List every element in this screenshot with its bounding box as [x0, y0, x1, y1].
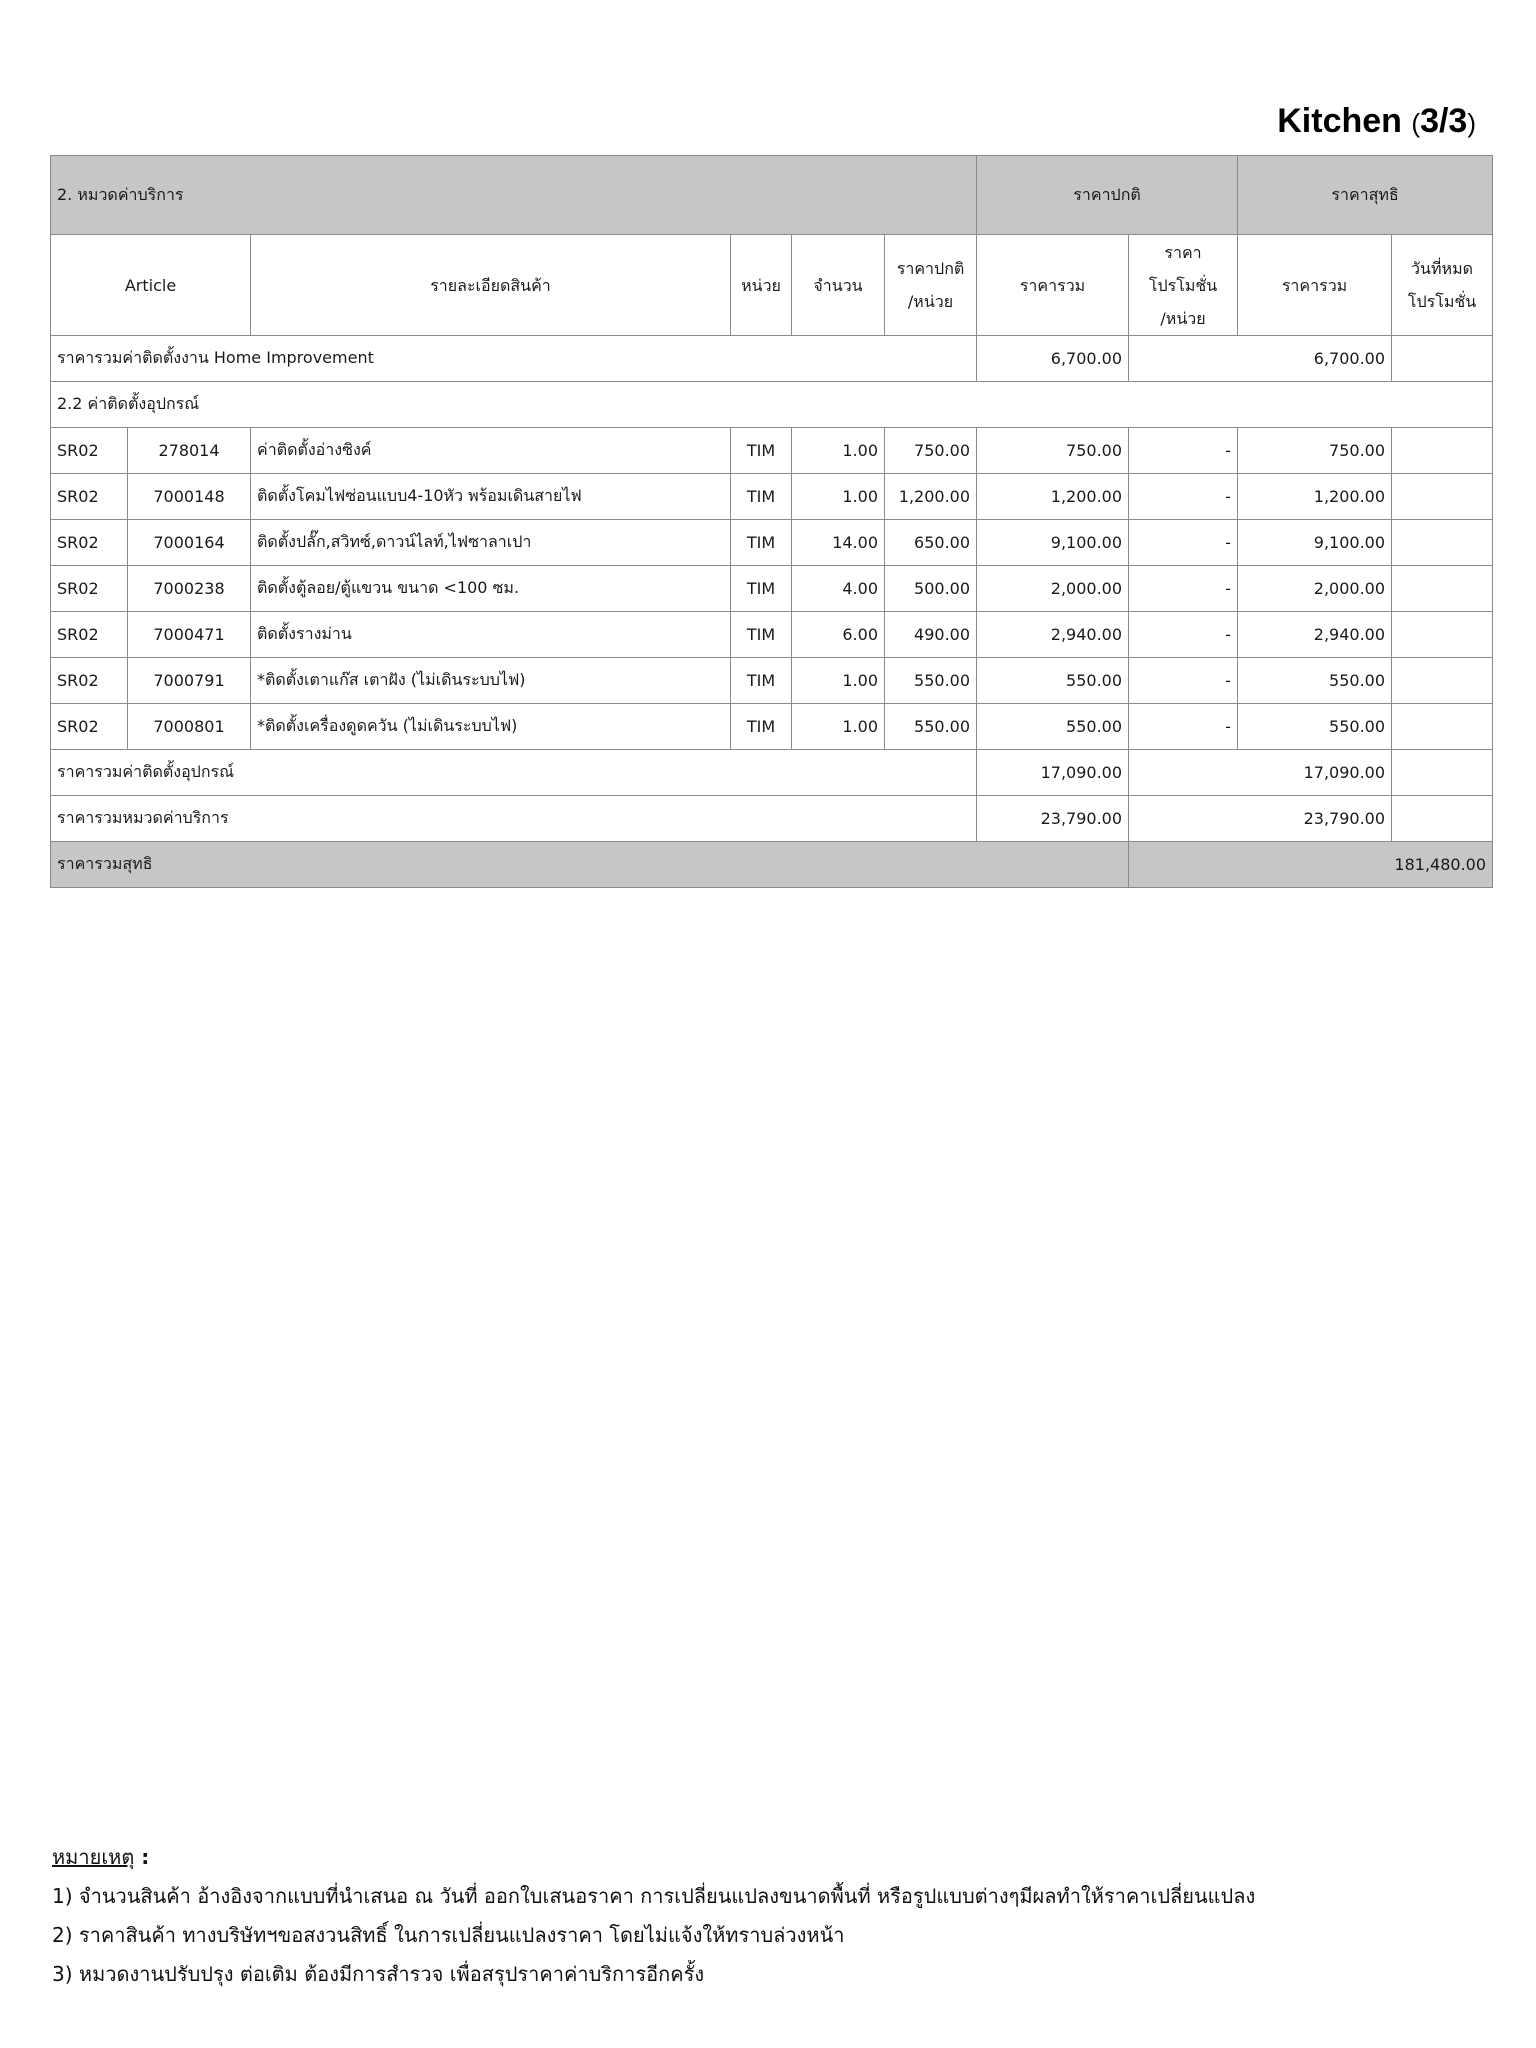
- row-article: 7000164: [128, 520, 251, 566]
- row-total: 550.00: [977, 704, 1129, 750]
- row-promo-price: -: [1129, 658, 1238, 704]
- row-promo-end: [1392, 704, 1493, 750]
- row-price: 550.00: [885, 658, 977, 704]
- row-article: 7000471: [128, 612, 251, 658]
- row-qty: 1.00: [792, 428, 885, 474]
- subsection-row: [51, 382, 1493, 428]
- group-net-price: ราคาสุทธิ: [1238, 156, 1493, 235]
- equipment-total-row: [51, 750, 1493, 796]
- row-price: 550.00: [885, 704, 977, 750]
- row-unit: TIM: [731, 520, 792, 566]
- row-net-total: 1,200.00: [1238, 474, 1392, 520]
- row-article: 7000791: [128, 658, 251, 704]
- table-row: [51, 474, 1493, 520]
- col-promo-end: [1392, 235, 1493, 336]
- service-promo-end: [1392, 796, 1493, 842]
- row-total: 550.00: [977, 658, 1129, 704]
- notes-section: [52, 1838, 1255, 1994]
- row-code: SR02: [51, 566, 128, 612]
- col-promo-end-l1: วันที่หมด: [1411, 259, 1473, 278]
- row-total: 2,940.00: [977, 612, 1129, 658]
- row-promo-end: [1392, 566, 1493, 612]
- row-code: SR02: [51, 520, 128, 566]
- home-improvement-net-total: 6,700.00: [1129, 336, 1392, 382]
- row-net-total: 9,100.00: [1238, 520, 1392, 566]
- grand-total-row: [51, 842, 1493, 888]
- row-qty: 1.00: [792, 658, 885, 704]
- row-code: SR02: [51, 658, 128, 704]
- row-total: 9,100.00: [977, 520, 1129, 566]
- service-net-total: 23,790.00: [1129, 796, 1392, 842]
- notes-heading: หมายเหตุ: [52, 1845, 135, 1869]
- row-qty: 4.00: [792, 566, 885, 612]
- row-description: *ติดตั้งเครื่องดูดควัน (ไม่เดินระบบไฟ): [251, 704, 731, 750]
- service-normal-total: 23,790.00: [977, 796, 1129, 842]
- row-article: 7000148: [128, 474, 251, 520]
- page-title-paren-open: (: [1411, 108, 1421, 138]
- row-qty: 1.00: [792, 704, 885, 750]
- col-promo-l1: ราคา: [1164, 242, 1202, 262]
- row-net-total: 2,940.00: [1238, 612, 1392, 658]
- page-number: 3/3: [1420, 102, 1468, 140]
- equipment-total-label: ราคารวมค่าติดตั้งอุปกรณ์: [51, 750, 977, 796]
- home-improvement-total-row: [51, 336, 1493, 382]
- row-unit: TIM: [731, 704, 792, 750]
- row-code: SR02: [51, 428, 128, 474]
- section-header-row: [51, 156, 1493, 235]
- col-net-total: ราคารวม: [1238, 235, 1392, 336]
- row-promo-end: [1392, 474, 1493, 520]
- row-total: 1,200.00: [977, 474, 1129, 520]
- row-qty: 1.00: [792, 474, 885, 520]
- row-price: 490.00: [885, 612, 977, 658]
- row-qty: 14.00: [792, 520, 885, 566]
- equipment-normal-total: 17,090.00: [977, 750, 1129, 796]
- col-price-per-unit: [885, 235, 977, 336]
- col-promo-l2: โปรโมชั่น: [1148, 275, 1218, 295]
- row-promo-end: [1392, 658, 1493, 704]
- row-description: ติดตั้งตู้ลอย/ตู้แขวน ขนาด <100 ซม.: [251, 566, 731, 612]
- row-code: SR02: [51, 474, 128, 520]
- row-unit: TIM: [731, 428, 792, 474]
- service-total-row: [51, 796, 1493, 842]
- row-qty: 6.00: [792, 612, 885, 658]
- row-price: 750.00: [885, 428, 977, 474]
- row-promo-price: -: [1129, 428, 1238, 474]
- subsection-title: 2.2 ค่าติดตั้งอุปกรณ์: [51, 382, 1493, 428]
- equipment-net-total: 17,090.00: [1129, 750, 1392, 796]
- row-net-total: 550.00: [1238, 704, 1392, 750]
- row-price: 500.00: [885, 566, 977, 612]
- col-promo-l3: /หน่วย: [1160, 308, 1206, 328]
- row-promo-end: [1392, 520, 1493, 566]
- row-promo-price: -: [1129, 704, 1238, 750]
- table-row: [51, 428, 1493, 474]
- row-price: 1,200.00: [885, 474, 977, 520]
- table-row: [51, 612, 1493, 658]
- equipment-promo-end: [1392, 750, 1493, 796]
- page-title: [1277, 102, 1476, 141]
- note-item: 3) หมวดงานปรับปรุง ต่อเติม ต้องมีการสำรวจ เพื่อสรุปราคาค่าบริการอีกครั้ง: [52, 1962, 705, 1986]
- quotation-table: [50, 155, 1493, 888]
- row-description: ติดตั้งปลั๊ก,สวิทซ์,ดาวน์ไลท์,ไฟซาลาเปา: [251, 520, 731, 566]
- row-promo-price: -: [1129, 520, 1238, 566]
- row-article: 7000238: [128, 566, 251, 612]
- home-improvement-label: ราคารวมค่าติดตั้งงาน Home Improvement: [51, 336, 977, 382]
- col-qty: จำนวน: [792, 235, 885, 336]
- section-title: 2. หมวดค่าบริการ: [51, 156, 977, 235]
- row-unit: TIM: [731, 474, 792, 520]
- table-row: [51, 704, 1493, 750]
- column-header-row: [51, 235, 1493, 336]
- col-price-per-unit-l2: /หน่วย: [907, 292, 954, 311]
- page-title-paren-close: ): [1467, 108, 1476, 138]
- service-total-label: ราคารวมหมวดค่าบริการ: [51, 796, 977, 842]
- group-normal-price: ราคาปกติ: [977, 156, 1238, 235]
- row-promo-price: -: [1129, 612, 1238, 658]
- col-article: Article: [51, 235, 251, 336]
- table-row: [51, 658, 1493, 704]
- col-promo-price: [1129, 235, 1238, 336]
- row-code: SR02: [51, 612, 128, 658]
- row-article: 278014: [128, 428, 251, 474]
- row-article: 7000801: [128, 704, 251, 750]
- notes-heading-colon: :: [134, 1845, 150, 1869]
- row-description: ติดตั้งโคมไฟซ่อนแบบ4-10หัว พร้อมเดินสายไฟ: [251, 474, 731, 520]
- row-promo-price: -: [1129, 474, 1238, 520]
- notes-heading-line: [52, 1838, 1255, 1877]
- col-description: รายละเอียดสินค้า: [251, 235, 731, 336]
- col-promo-end-l2: โปรโมชั่น: [1407, 292, 1477, 311]
- home-improvement-promo-end: [1392, 336, 1493, 382]
- row-unit: TIM: [731, 658, 792, 704]
- row-total: 750.00: [977, 428, 1129, 474]
- row-unit: TIM: [731, 566, 792, 612]
- row-net-total: 2,000.00: [1238, 566, 1392, 612]
- row-description: ติดตั้งรางม่าน: [251, 612, 731, 658]
- row-price: 650.00: [885, 520, 977, 566]
- grand-total-label: ราคารวมสุทธิ: [51, 842, 1129, 888]
- col-total: ราคารวม: [977, 235, 1129, 336]
- row-promo-price: -: [1129, 566, 1238, 612]
- col-unit: หน่วย: [731, 235, 792, 336]
- col-price-per-unit-l1: ราคาปกติ: [896, 259, 965, 278]
- row-description: ค่าติดตั้งอ่างซิงค์: [251, 428, 731, 474]
- row-promo-end: [1392, 612, 1493, 658]
- table-row: [51, 566, 1493, 612]
- home-improvement-normal-total: 6,700.00: [977, 336, 1129, 382]
- table-row: [51, 520, 1493, 566]
- row-description: *ติดตั้งเตาแก๊ส เตาฝัง (ไม่เดินระบบไฟ): [251, 658, 731, 704]
- note-item: 1) จำนวนสินค้า อ้างอิงจากแบบที่นำเสนอ ณ วันที่ ออกใบเสนอราคา การเปลี่ยนแปลงขนาดพื้นที่ หรือรูปแบบต่างๆมีผลทำให้ราคาเปลี่ยนแปลง: [52, 1884, 1256, 1908]
- row-code: SR02: [51, 704, 128, 750]
- page-title-text: Kitchen: [1277, 102, 1402, 140]
- row-total: 2,000.00: [977, 566, 1129, 612]
- row-net-total: 550.00: [1238, 658, 1392, 704]
- grand-total-value: 181,480.00: [1129, 842, 1493, 888]
- note-item: 2) ราคาสินค้า ทางบริษัทฯขอสงวนสิทธิ์ ในการเปลี่ยนแปลงราคา โดยไม่แจ้งให้ทราบล่วงหน้า: [52, 1923, 845, 1947]
- row-unit: TIM: [731, 612, 792, 658]
- row-net-total: 750.00: [1238, 428, 1392, 474]
- row-promo-end: [1392, 428, 1493, 474]
